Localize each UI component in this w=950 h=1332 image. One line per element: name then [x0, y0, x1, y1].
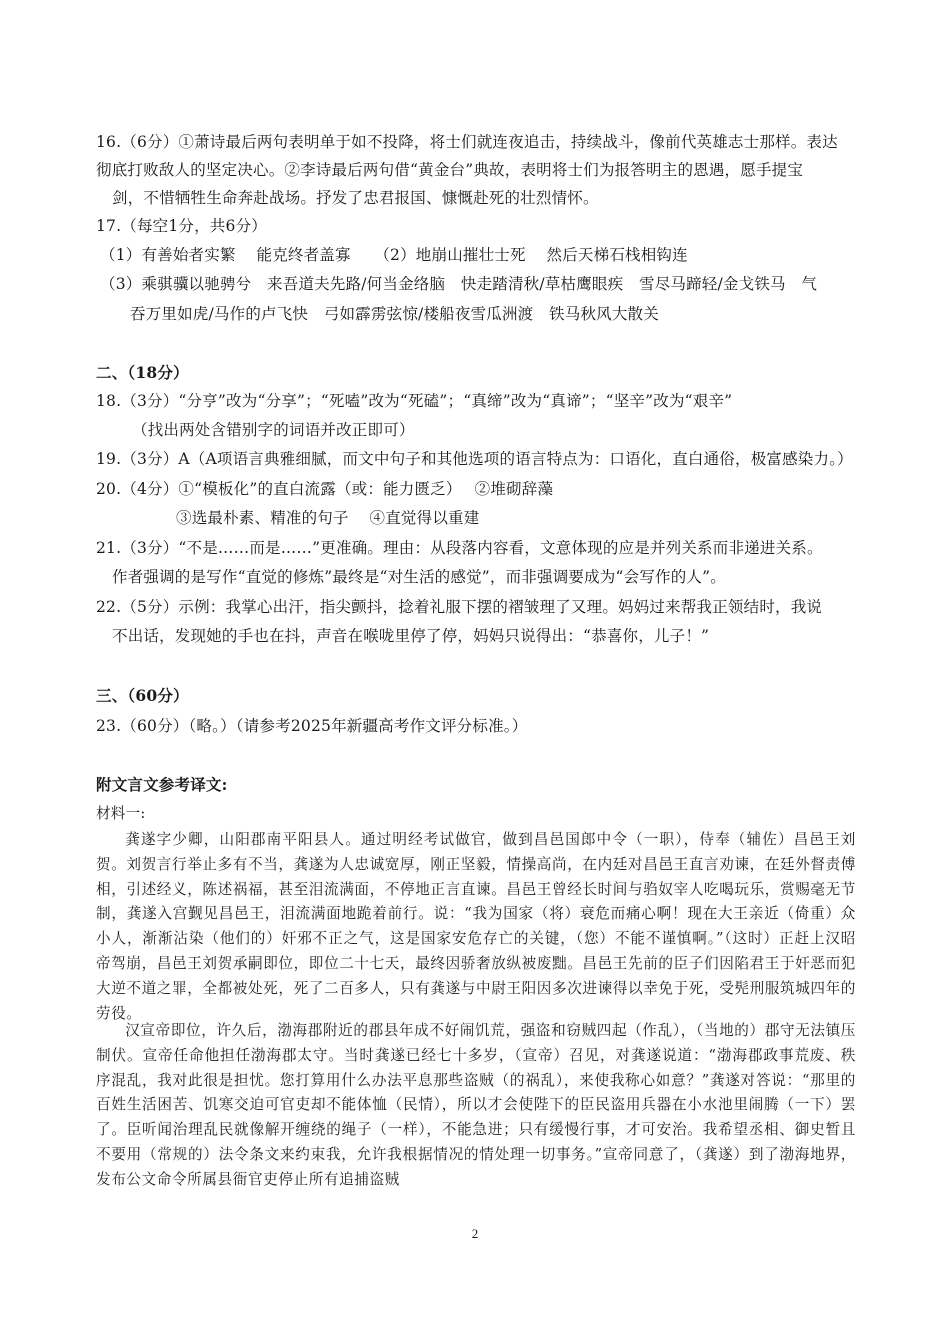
q22-line-2: 不出话，发现她的手也在抖，声音在喉咙里停了停，妈妈只说得出：“恭喜你，儿子！” — [112, 627, 710, 645]
q19-line: 19.（3分）A（A项语言典雅细腻，而文中句子和其他选项的语言特点为：口语化，直白通俗，极富感染力。） — [96, 450, 853, 468]
q22-line-1: 22.（5分）示例：我掌心出汗，指尖颤抖，捻着礼服下摆的褶皱理了又理。妈妈过来帮我正领结时，我说 — [96, 598, 823, 616]
section-2-heading: 二、（18分） — [96, 363, 189, 382]
page-number: 2 — [471, 1226, 479, 1241]
q16-line-3: 剑，不惜牺牲生命奔赴战场。抒发了忠君报国、慷慨赴死的壮烈情怀。 — [112, 189, 599, 207]
appendix-title: 附文言文参考译文: — [96, 775, 228, 794]
q17-line-1: （1）有善始者实繁 能克终者盖寡 （2）地崩山摧壮士死 然后天梯石栈相钩连 — [100, 246, 688, 264]
q20-line-1: 20.（4分）①“模板化”的直白流露（或：能力匮乏） ②堆砌辞藻 — [96, 480, 554, 498]
translation-paragraph-1: 龚遂字少卿，山阳郡南平阳县人。通过明经考试做官，做到昌邑国郎中令（一职），侍奉（辅佐）昌邑王刘贺。刘贺言行举止多有不当，龚遂为人忠诚宽厚，刚正坚毅，情操高尚，在内廷对昌邑王直言劝谏，在廷外督责傅相，引述经义，陈述祸福，甚至泪流满面，不停地正言直谏。昌邑王曾经长时间与驺奴宰人吃喝玩乐，赏赐毫无节制，龚遂入宫觐见昌邑王，泪流满面地跪着前行。说：“我为国家（将）衰危而痛心啊！现在大王亲近（倚重）众小人，渐渐沾染（他们的）奸邪不正之气，这是国家安危存亡的关键，（您）不能不谨慎啊。”（这时）正赶上汉昭帝驾崩，昌邑王刘贺承嗣即位，即位二十七天，最终因骄奢放纵被废黜。昌邑王先前的臣子们因陷君王于奸恶而犯大逆不道之罪，全都被处死，死了二百多人，只有龚遂与中尉王阳因多次进谏得以幸免于死，受髡刑服筑城四年的劳役。 — [96, 831, 856, 1022]
q17-title: 17.（每空1分，共6分） — [96, 217, 267, 235]
q20-line-2: ③选最朴素、精准的句子 ④直觉得以重建 — [176, 509, 480, 527]
q17-line-3: 吞万里如虎/马作的卢飞快 弓如霹雳弦惊/楼船夜雪瓜洲渡 铁马秋风大散关 — [130, 305, 659, 323]
q16-line-1: 16.（6分）①萧诗最后两句表明单于如不投降，将士们就连夜追击，持续战斗，像前代英雄志士那样。表达 — [96, 133, 838, 151]
q18-line-1: 18.（3分）“分亨”改为“分享”；“死嗑”改为“死磕”；“真缔”改为“真谛”；“坚辛”改为“艰辛” — [96, 392, 733, 410]
material-label: 材料一: — [96, 805, 146, 822]
q18-line-2: （找出两处含错别字的词语并改正即可） — [132, 421, 415, 439]
q17-line-2: （3）乘骐骥以驰骋兮 来吾道夫先路/何当金络脑 快走踏清秋/草枯鹰眼疾 雪尽马蹄轻/金戈铁马 气 — [100, 275, 818, 293]
translation-paragraph-2: 汉宣帝即位，许久后，渤海郡附近的郡县年成不好闹饥荒，强盗和窃贼四起（作乱），（当地的）郡守无法镇压制伏。宣帝任命他担任渤海郡太守。当时龚遂已经七十多岁，（宣帝）召见，对龚遂说道：“渤海郡政事荒废、秩序混乱，我对此很是担忧。您打算用什么办法平息那些盗贼（的祸乱），来使我称心如意？”龚遂对答说：“那里的百姓生活困苦、饥寒交迫可官吏却不能体恤（民情），所以才会使陛下的臣民盗用兵器在小水池里闹腾（一下）罢了。臣听闻治理乱民就像解开缠绕的绳子（一样），不能急进；只有缓慢行事，才可安治。我希望丞相、御史暂且不要用（常规的）法令条文来约束我，允许我根据情况的情处理一切事务。”宣帝同意了，（龚遂）到了渤海地界，发布公文命令所属县衙官吏停止所有追捕盗贼 — [96, 1022, 856, 1188]
q16-line-2: 彻底打败敌人的坚定决心。②李诗最后两句借“黄金台”典故，表明将士们为报答明主的恩遇，愿手提宝 — [96, 161, 804, 179]
q23-line: 23.（60分）（略。）（请参考2025年新疆高考作文评分标准。） — [96, 717, 528, 735]
q21-line-2: 作者强调的是写作“直觉的修炼”最终是“对生活的感觉”，而非强调要成为“会写作的人”。 — [112, 568, 726, 586]
section-3-heading: 三、（60分） — [96, 686, 189, 705]
q21-line-1: 21.（3分）“不是……而是……”更准确。理由：从段落内容看，文意体现的应是并列关系而非递进关系。 — [96, 539, 823, 557]
